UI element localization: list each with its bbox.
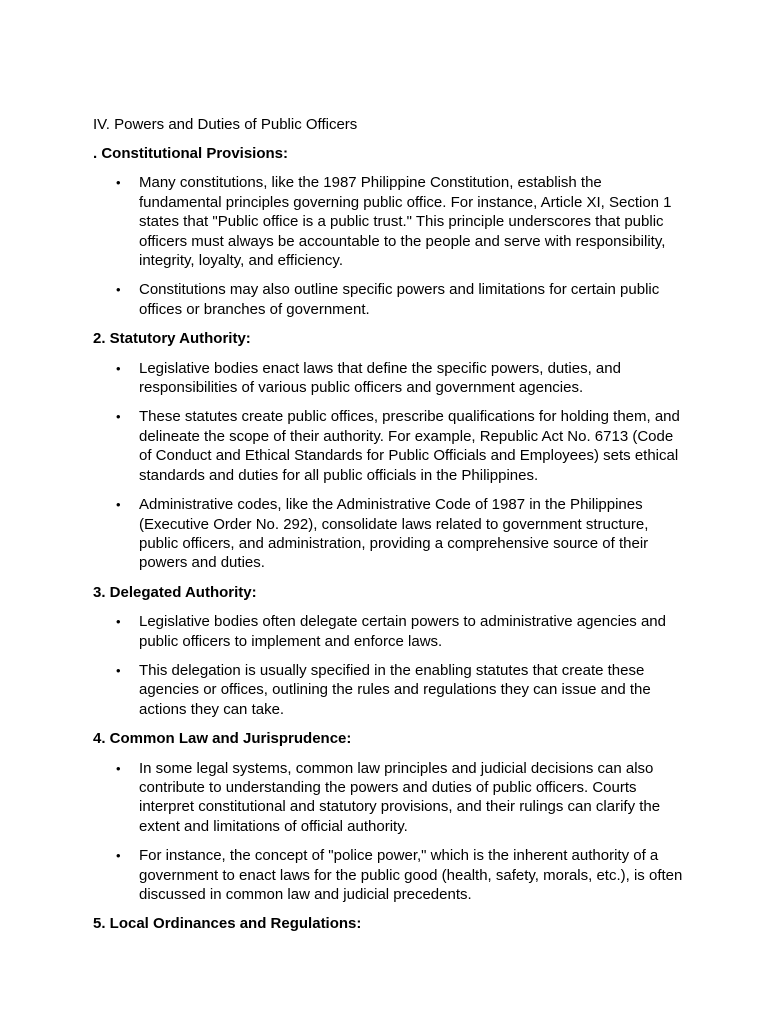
- bullet-item: [93, 661, 684, 719]
- bullet-text: These statutes create public offices, prescribe qualifications for holding them, and delineate the scope of their authority. For example, Republic Act No. 6713 (Code of Conduct and Ethical Standards for Public Officials and Employees) sets ethical standards and duties for all public officials in the Philippines.: [139, 408, 680, 484]
- bullet-item: [93, 359, 684, 398]
- section-statutory-authority: [93, 329, 693, 572]
- bullet-text: Constitutions may also outline specific powers and limitations for certain public offices or branches of government.: [139, 281, 660, 318]
- bullet-item: [93, 612, 684, 651]
- bullet-text: Legislative bodies often delegate certain powers to administrative agencies and public officers to implement and enforce laws.: [139, 613, 666, 650]
- bullet-item: [93, 759, 684, 837]
- bullet-icon: •: [116, 760, 121, 776]
- bullet-icon: •: [116, 282, 121, 298]
- bullet-item: [93, 407, 684, 485]
- document-body: [93, 144, 693, 944]
- bullet-text: Administrative codes, like the Administrative Code of 1987 in the Philippines (Executive Order No. 292), consolidate laws related to government structure, public officers, and administration, providing a comprehensive source of their powers and duties.: [139, 496, 649, 572]
- section-heading: 4. Common Law and Jurisprudence:: [93, 730, 352, 748]
- section-heading: . Constitutional Provisions:: [93, 145, 289, 162]
- bullet-icon: •: [116, 409, 121, 425]
- bullet-text: Many constitutions, like the 1987 Philippine Constitution, establish the fundamental principles governing public office. For instance, Article XI, Section 1 states that "Public office is a public trust." This principle underscores that public officers must always be accountable to the people and serve with responsibility, integrity, loyalty, and efficiency.: [139, 174, 672, 270]
- bullet-text: This delegation is usually specified in the enabling statutes that create these agencies or offices, outlining the rules and regulations they can issue and the actions they can take.: [139, 661, 651, 718]
- bullet-text: Legislative bodies enact laws that define the specific powers, duties, and responsibilities of various public officers and government agencies.: [139, 359, 621, 397]
- bullet-text: For instance, the concept of "police power," which is the inherent authority of a government to enact laws for the public good (health, safety, morals, etc.), is often discussed in common law and judicial precedents.: [139, 847, 683, 903]
- bullet-icon: •: [116, 360, 121, 376]
- bullet-item: [93, 173, 684, 270]
- bullet-item: [93, 280, 684, 319]
- bullet-icon: •: [116, 497, 121, 513]
- bullet-list: [93, 173, 693, 319]
- bullet-item: [93, 846, 684, 904]
- section-heading: 2. Statutory Authority:: [93, 330, 251, 348]
- bullet-list: [93, 612, 693, 719]
- bullet-icon: •: [116, 848, 121, 864]
- bullet-icon: •: [116, 662, 121, 678]
- section-heading: 5. Local Ordinances and Regulations:: [93, 915, 362, 933]
- section-common-law: [93, 729, 693, 904]
- bullet-item: [93, 495, 684, 573]
- bullet-icon: •: [116, 614, 121, 630]
- bullet-list: [93, 759, 693, 905]
- bullet-text: In some legal systems, common law principles and judicial decisions can also contribute to understanding the powers and duties of public officers. Courts interpret constitutional and statutory provisions, and their rulings can clarify the extent and limitations of official authority.: [139, 759, 661, 835]
- section-local-ordinances: [93, 914, 693, 933]
- bullet-list: [93, 359, 693, 573]
- section-constitutional-provisions: [93, 144, 693, 319]
- bullet-icon: •: [116, 175, 121, 191]
- section-heading: 3. Delegated Authority:: [93, 583, 257, 601]
- section-delegated-authority: [93, 583, 693, 719]
- document-title: IV. Powers and Duties of Public Officers: [93, 116, 358, 133]
